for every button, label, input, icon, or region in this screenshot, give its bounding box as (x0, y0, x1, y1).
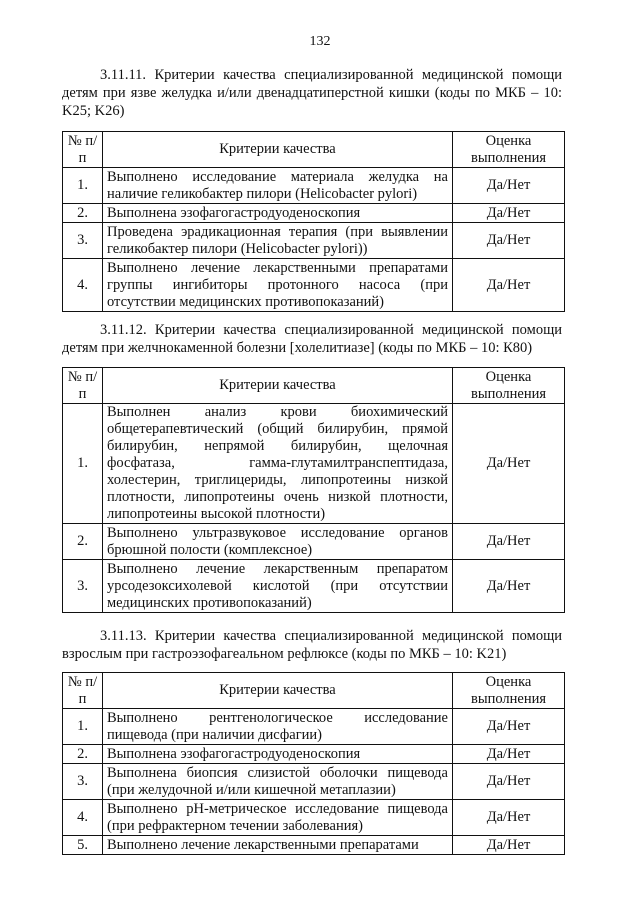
row-number: 3. (63, 560, 103, 613)
section-heading-3-11-11: 3.11.11. Критерии качества специализированной медицинской помощи детям при язве желудка и/или двенадцатиперстной кишки (коды по МКБ – 10: K25; K26) (62, 67, 562, 119)
row-evaluation: Да/Нет (453, 524, 565, 560)
row-criterion: Выполнена эзофагогастродуоденоскопия (103, 745, 453, 764)
column-header-criteria: Критерии качества (103, 132, 453, 168)
row-criterion: Выполнено ультразвуковое исследование органов брюшной полости (комплексное) (103, 524, 453, 560)
row-number: 3. (63, 764, 103, 800)
row-number: 2. (63, 524, 103, 560)
row-criterion: Выполнено лечение лекарственными препаратами группы ингибиторы протонного насоса (при отсутствии медицинских противопоказаний) (103, 259, 453, 312)
table-header-row (63, 132, 565, 168)
table-row (63, 560, 565, 613)
table-header-row (63, 673, 565, 709)
criteria-table-3-11-11 (62, 131, 565, 312)
row-number: 3. (63, 223, 103, 259)
row-evaluation: Да/Нет (453, 836, 565, 855)
row-criterion: Выполнено исследование материала желудка на наличие геликобактер пилори (Helicobacter pylori) (103, 168, 453, 204)
row-number: 2. (63, 204, 103, 223)
column-header-evaluation: Оценка выполнения (453, 673, 565, 709)
row-number: 5. (63, 836, 103, 855)
table-row (63, 404, 565, 524)
column-header-criteria: Критерии качества (103, 673, 453, 709)
row-criterion: Выполнено рН-метрическое исследование пищевода (при рефрактерном течении заболевания) (103, 800, 453, 836)
column-header-evaluation: Оценка выполнения (453, 132, 565, 168)
row-number: 1. (63, 168, 103, 204)
criteria-table-3-11-12 (62, 367, 565, 613)
row-evaluation: Да/Нет (453, 204, 565, 223)
table-row (63, 259, 565, 312)
criteria-table-3-11-13 (62, 672, 565, 855)
row-criterion: Выполнен анализ крови биохимический общетерапевтический (общий билирубин, прямой билирубин, непрямой билирубин, щелочная фосфатаза, гамма-глутамилтранспептидаза, холестерин, триглицериды, липопротеины низкой плотности, липопротеины очень низкой плотности, липопротеины высокой плотности) (103, 404, 453, 524)
column-header-number: № п/п (63, 673, 103, 709)
row-criterion: Выполнена эзофагогастродуоденоскопия (103, 204, 453, 223)
table-row (63, 745, 565, 764)
table-row (63, 709, 565, 745)
column-header-number: № п/п (63, 368, 103, 404)
row-evaluation: Да/Нет (453, 168, 565, 204)
table-row (63, 524, 565, 560)
row-evaluation: Да/Нет (453, 745, 565, 764)
row-criterion: Выполнена биопсия слизистой оболочки пищевода (при желудочной и/или кишечной метаплазии) (103, 764, 453, 800)
row-evaluation: Да/Нет (453, 560, 565, 613)
row-evaluation: Да/Нет (453, 709, 565, 745)
row-evaluation: Да/Нет (453, 259, 565, 312)
column-header-criteria: Критерии качества (103, 368, 453, 404)
row-number: 1. (63, 709, 103, 745)
page-number: 132 (309, 34, 331, 49)
row-criterion: Выполнено лечение лекарственными препаратами (103, 836, 453, 855)
row-evaluation: Да/Нет (453, 764, 565, 800)
table-row (63, 204, 565, 223)
table-row (63, 836, 565, 855)
column-header-number: № п/п (63, 132, 103, 168)
row-evaluation: Да/Нет (453, 404, 565, 524)
table-row (63, 800, 565, 836)
table-row (63, 764, 565, 800)
row-criterion: Проведена эрадикационная терапия (при выявлении геликобактер пилори (Helicobacter pylori)) (103, 223, 453, 259)
row-evaluation: Да/Нет (453, 223, 565, 259)
section-heading-3-11-12: 3.11.12. Критерии качества специализированной медицинской помощи детям при желчнокаменной болезни [холелитиазе] (коды по МКБ – 10: К80) (62, 322, 562, 356)
row-number: 2. (63, 745, 103, 764)
column-header-evaluation: Оценка выполнения (453, 368, 565, 404)
row-evaluation: Да/Нет (453, 800, 565, 836)
table-row (63, 223, 565, 259)
section-heading-3-11-13: 3.11.13. Критерии качества специализированной медицинской помощи взрослым при гастроэзофагеальном рефлюксе (коды по МКБ – 10: K21) (62, 628, 562, 662)
row-number: 4. (63, 800, 103, 836)
table-header-row (63, 368, 565, 404)
row-criterion: Выполнено рентгенологическое исследование пищевода (при наличии дисфагии) (103, 709, 453, 745)
row-number: 4. (63, 259, 103, 312)
row-criterion: Выполнено лечение лекарственным препаратом урсодезоксихолевой кислотой (при отсутствии медицинских противопоказаний) (103, 560, 453, 613)
table-row (63, 168, 565, 204)
row-number: 1. (63, 404, 103, 524)
